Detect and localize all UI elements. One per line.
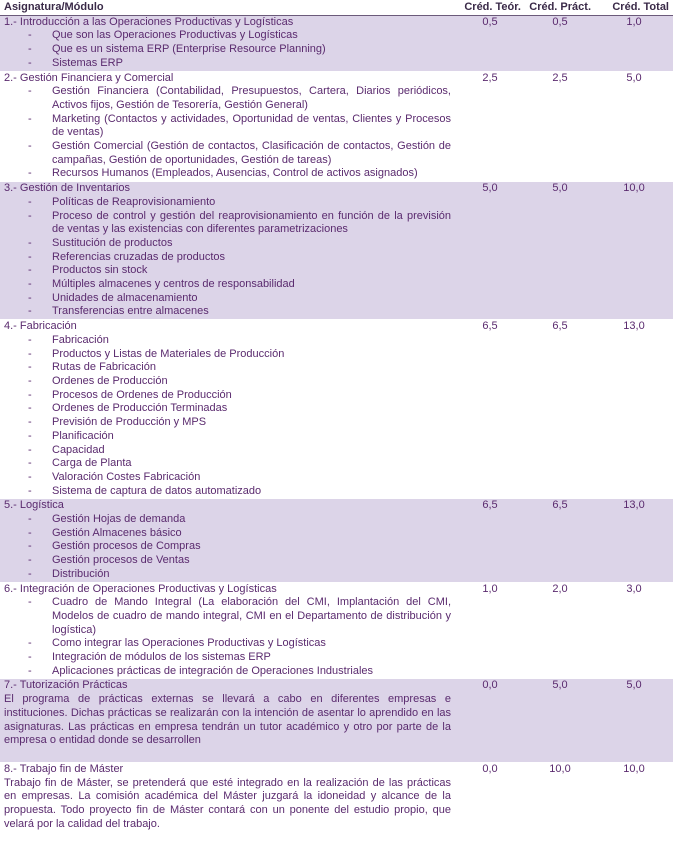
list-item: - Que es un sistema ERP (Enterprise Resource Planning): [28, 43, 326, 56]
table-row: [0, 320, 673, 499]
list-item: - Gestión Financiera (Contabilidad, Presupuestos, Cartera, Diarios periódicos, Activos fijos, Gestión de Tesorería, Gestión General): [28, 85, 451, 111]
list-item: - Previsión de Producción y MPS: [28, 416, 207, 429]
list-item: - Gestión Hojas de demanda: [28, 513, 186, 526]
module-description: Trabajo fin de Máster, se pretenderá que esté integrado en la realización de las prácticas en empresas. La comisión académica del Máster juzgará la idoneidad y alcance de la propuesta. Todo proyecto fin de Máster contará con un ponente del estudio propio, que velará por la calidad del trabajo.: [4, 776, 451, 830]
list-item: - Gestión Comercial (Gestión de contactos, Clasificación de contactos, Gestión de campañas, Gestión de oportunidades, Gestión de tareas): [28, 140, 451, 166]
topic-list: [4, 596, 451, 678]
header-total: Créd. Total: [612, 1, 669, 13]
credits-teor: 0,5: [455, 15, 525, 71]
list-item: - Integración de módulos de los sistemas ERP: [28, 651, 271, 664]
credits-teor: 0,0: [455, 679, 525, 763]
list-item: - Distribución: [28, 567, 110, 580]
list-item: - Ordenes de Producción: [28, 374, 168, 387]
credits-teor: 0,0: [482, 762, 498, 775]
list-item: - Gestión procesos de Compras: [28, 540, 201, 553]
module-cell: [0, 582, 455, 679]
list-item: - Como integrar las Operaciones Productivas y Logísticas: [28, 637, 326, 650]
list-item: - Recursos Humanos (Empleados, Ausencias, Control de activos asignados): [28, 167, 418, 180]
credits-pract: 2,5: [552, 71, 568, 84]
credits-teor: 2,5: [482, 71, 498, 84]
header-pract: Créd. Práct.: [529, 1, 591, 13]
table-row: [0, 182, 673, 320]
list-item: - Planificación: [28, 429, 114, 442]
topic-list: [4, 513, 451, 582]
module-description: El programa de prácticas externas se llevará a cabo en diferentes empresas e instituciones. Dichas prácticas se realizarán con la intención de asentar lo aprendido en las asignaturas. Las prácticas en empresa tendrán un tutor académico y otro por parte de la empresa o entidad donde se desarrollen: [4, 693, 451, 747]
module-title: 4.- Fabricación: [4, 320, 77, 333]
topic-list: [4, 85, 451, 181]
credits-pract: 10,0: [549, 762, 571, 775]
credits-total: 5,0: [626, 71, 642, 84]
credits-teor: 6,5: [482, 320, 498, 333]
list-item: - Rutas de Fabricación: [28, 361, 156, 374]
table-row: [0, 15, 673, 71]
module-cell: [0, 71, 455, 182]
list-item: - Gestión procesos de Ventas: [28, 554, 190, 567]
list-item: - Cuadro de Mando Integral (La elaboración del CMI, Implantación del CMI, Modelos de cuadro de mando integral, CMI en el Departamento de distribución y logística): [28, 596, 451, 636]
module-cell: [0, 320, 455, 499]
module-cell: [0, 679, 455, 763]
list-item: - Valoración Costes Fabricación: [28, 470, 201, 483]
list-item: - Fabricación: [28, 333, 109, 346]
credits-teor: 1,0: [482, 582, 498, 595]
list-item: - Múltiples almacenes y centros de responsabilidad: [28, 278, 295, 291]
list-item: - Transferencias entre almacenes: [28, 305, 209, 318]
list-item: - Proceso de control y gestión del reaprovisionamiento en función de la previsión de ventas y las existencias con diferentes parametrizaciones: [28, 209, 451, 236]
table-header-row: [0, 0, 673, 15]
credits-total: 5,0: [595, 679, 673, 763]
list-item: - Sistemas ERP: [28, 56, 123, 69]
credits-total: 10,0: [595, 182, 673, 320]
list-item: - Productos y Listas de Materiales de Producción: [28, 347, 285, 360]
credits-pract: 6,5: [552, 320, 568, 333]
table-row: [0, 762, 673, 832]
list-item: - Políticas de Reaprovisionamiento: [28, 195, 216, 208]
module-title: 5.- Logística: [4, 499, 64, 512]
list-item: - Carga de Planta: [28, 457, 132, 470]
module-title: 8.- Trabajo fin de Máster: [4, 762, 124, 775]
topic-list: [4, 334, 451, 498]
credits-pract: 0,5: [525, 15, 595, 71]
table-row: [0, 71, 673, 182]
credits-teor: 5,0: [455, 182, 525, 320]
module-cell: [0, 15, 455, 71]
list-item: - Productos sin stock: [28, 264, 148, 277]
module-title: 6.- Integración de Operaciones Productivas y Logísticas: [4, 582, 277, 595]
header-teor: Créd. Teór.: [464, 1, 521, 13]
list-item: - Ordenes de Producción Terminadas: [28, 402, 228, 415]
list-item: - Sistema de captura de datos automatizado: [28, 484, 262, 497]
module-title: 3.- Gestión de Inventarios: [4, 182, 130, 195]
topic-list: [4, 196, 451, 319]
list-item: - Sustitución de productos: [28, 236, 173, 249]
credits-pract: 6,5: [525, 499, 595, 582]
list-item: - Capacidad: [28, 443, 105, 456]
list-item: - Procesos de Ordenes de Producción: [28, 388, 232, 401]
list-item: - Unidades de almacenamiento: [28, 291, 198, 304]
module-cell: [0, 762, 455, 832]
list-item: - Marketing (Contactos y actividades, Oportunidad de ventas, Clientes y Procesos de ventas): [28, 112, 451, 139]
credits-total: 3,0: [626, 582, 642, 595]
list-item: - Gestión Almacenes básico: [28, 526, 182, 539]
credits-total: 1,0: [595, 15, 673, 71]
module-title: 1.- Introducción a las Operaciones Productivas y Logísticas: [4, 15, 294, 28]
list-item: - Referencias cruzadas de productos: [28, 250, 226, 263]
table-row: [0, 582, 673, 679]
header-module: Asignatura/Módulo: [4, 1, 104, 13]
credits-teor: 6,5: [455, 499, 525, 582]
topic-list: [4, 29, 451, 70]
credits-total: 13,0: [623, 320, 645, 333]
module-cell: [0, 499, 455, 582]
credits-pract: 5,0: [525, 679, 595, 763]
module-cell: [0, 182, 455, 320]
module-title: 7.- Tutorización Prácticas: [4, 679, 128, 692]
module-title: 2.- Gestión Financiera y Comercial: [4, 71, 174, 84]
table-row: [0, 679, 673, 763]
list-item: - Aplicaciones prácticas de integración de Operaciones Industriales: [28, 664, 374, 677]
table-row: [0, 499, 673, 582]
credits-total: 10,0: [623, 762, 645, 775]
credits-pract: 2,0: [552, 582, 568, 595]
credits-pract: 5,0: [525, 182, 595, 320]
list-item: - Que son las Operaciones Productivas y Logísticas: [28, 29, 298, 42]
credits-total: 13,0: [595, 499, 673, 582]
